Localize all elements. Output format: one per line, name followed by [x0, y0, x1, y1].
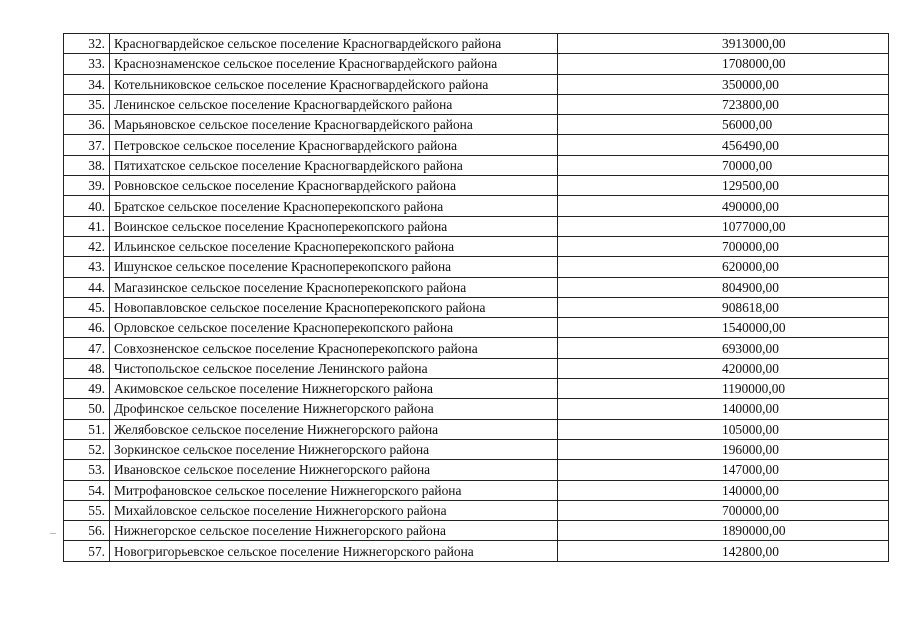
amount: 700000,00: [558, 236, 889, 256]
row-number: 51.: [64, 419, 110, 439]
row-number: 36.: [64, 115, 110, 135]
row-number: 53.: [64, 460, 110, 480]
row-number: 42.: [64, 236, 110, 256]
amount: 1077000,00: [558, 216, 889, 236]
settlement-name: Нижнегорское сельское поселение Нижнегорского района: [110, 521, 558, 541]
settlement-name: Краснознаменское сельское поселение Красногвардейского района: [110, 54, 558, 74]
settlement-name: Магазинское сельское поселение Красноперекопского района: [110, 277, 558, 297]
row-number: 57.: [64, 541, 110, 561]
settlement-name: Ленинское сельское поселение Красногвардейского района: [110, 94, 558, 114]
row-number: 49.: [64, 379, 110, 399]
settlement-name: Акимовское сельское поселение Нижнегорского района: [110, 379, 558, 399]
table-row: [64, 216, 889, 236]
row-number: 47.: [64, 338, 110, 358]
amount: 723800,00: [558, 94, 889, 114]
amount: 129500,00: [558, 176, 889, 196]
amount: 140000,00: [558, 480, 889, 500]
row-number: 40.: [64, 196, 110, 216]
table-row: [64, 54, 889, 74]
row-number: 56.: [64, 521, 110, 541]
table-row: [64, 521, 889, 541]
settlement-name: Пятихатское сельское поселение Красногвардейского района: [110, 155, 558, 175]
table-row: [64, 277, 889, 297]
row-number: 39.: [64, 176, 110, 196]
table-row: [64, 155, 889, 175]
row-number: 37.: [64, 135, 110, 155]
row-number: 45.: [64, 297, 110, 317]
table-row: [64, 297, 889, 317]
row-number: 43.: [64, 257, 110, 277]
amount: 456490,00: [558, 135, 889, 155]
settlement-name: Красногвардейское сельское поселение Красногвардейского района: [110, 34, 558, 54]
row-number: 44.: [64, 277, 110, 297]
settlement-name: Дрофинское сельское поселение Нижнегорского района: [110, 399, 558, 419]
settlement-name: Желябовское сельское поселение Нижнегорского района: [110, 419, 558, 439]
amount: 700000,00: [558, 500, 889, 520]
settlement-name: Марьяновское сельское поселение Красногвардейского района: [110, 115, 558, 135]
table-row: [64, 94, 889, 114]
table-row: [64, 318, 889, 338]
row-number: 54.: [64, 480, 110, 500]
table-body: [64, 34, 889, 562]
settlements-budget-table: [63, 33, 889, 562]
table-row: [64, 115, 889, 135]
amount: 693000,00: [558, 338, 889, 358]
amount: 490000,00: [558, 196, 889, 216]
table-row: [64, 257, 889, 277]
row-number: 34.: [64, 74, 110, 94]
settlement-name: Новогригорьевское сельское поселение Нижнегорского района: [110, 541, 558, 561]
settlement-name: Митрофановское сельское поселение Нижнегорского района: [110, 480, 558, 500]
row-number: 55.: [64, 500, 110, 520]
amount: 142800,00: [558, 541, 889, 561]
settlement-name: Зоркинское сельское поселение Нижнегорского района: [110, 439, 558, 459]
settlement-name: Ивановское сельское поселение Нижнегорского района: [110, 460, 558, 480]
table-row: [64, 338, 889, 358]
table-row: [64, 196, 889, 216]
table-row: [64, 480, 889, 500]
amount: 804900,00: [558, 277, 889, 297]
amount: 196000,00: [558, 439, 889, 459]
amount: 3913000,00: [558, 34, 889, 54]
row-number: 41.: [64, 216, 110, 236]
amount: 1190000,00: [558, 379, 889, 399]
row-number: 52.: [64, 439, 110, 459]
table-row: [64, 439, 889, 459]
row-number: 46.: [64, 318, 110, 338]
row-number: 33.: [64, 54, 110, 74]
settlement-name: Совхозненское сельское поселение Красноперекопского района: [110, 338, 558, 358]
settlement-name: Котельниковское сельское поселение Красногвардейского района: [110, 74, 558, 94]
settlement-name: Орловское сельское поселение Красноперекопского района: [110, 318, 558, 338]
settlement-name: Михайловское сельское поселение Нижнегорского района: [110, 500, 558, 520]
amount: 140000,00: [558, 399, 889, 419]
row-number: 32.: [64, 34, 110, 54]
amount: 1890000,00: [558, 521, 889, 541]
amount: 105000,00: [558, 419, 889, 439]
row-number: 38.: [64, 155, 110, 175]
amount: 908618,00: [558, 297, 889, 317]
amount: 70000,00: [558, 155, 889, 175]
table-row: [64, 74, 889, 94]
table-row: [64, 358, 889, 378]
settlement-name: Ровновское сельское поселение Красногвардейского района: [110, 176, 558, 196]
amount: 1540000,00: [558, 318, 889, 338]
settlement-name: Воинское сельское поселение Красноперекопского района: [110, 216, 558, 236]
settlement-name: Новопавловское сельское поселение Красноперекопского района: [110, 297, 558, 317]
amount: 350000,00: [558, 74, 889, 94]
settlement-name: Ишунское сельское поселение Красноперекопского района: [110, 257, 558, 277]
amount: 1708000,00: [558, 54, 889, 74]
settlement-name: Ильинское сельское поселение Красноперекопского района: [110, 236, 558, 256]
settlement-name: Чистопольское сельское поселение Ленинского района: [110, 358, 558, 378]
table-row: [64, 236, 889, 256]
row-number: 50.: [64, 399, 110, 419]
table-row: [64, 379, 889, 399]
amount: 56000,00: [558, 115, 889, 135]
amount: 147000,00: [558, 460, 889, 480]
table-row: [64, 34, 889, 54]
row-number: 35.: [64, 94, 110, 114]
table-row: [64, 176, 889, 196]
scan-speck: [50, 533, 56, 534]
settlement-name: Петровское сельское поселение Красногвардейского района: [110, 135, 558, 155]
amount: 420000,00: [558, 358, 889, 378]
settlement-name: Братское сельское поселение Красноперекопского района: [110, 196, 558, 216]
table-row: [64, 541, 889, 561]
table-row: [64, 500, 889, 520]
table-row: [64, 399, 889, 419]
table-row: [64, 135, 889, 155]
row-number: 48.: [64, 358, 110, 378]
table-row: [64, 419, 889, 439]
table-row: [64, 460, 889, 480]
amount: 620000,00: [558, 257, 889, 277]
